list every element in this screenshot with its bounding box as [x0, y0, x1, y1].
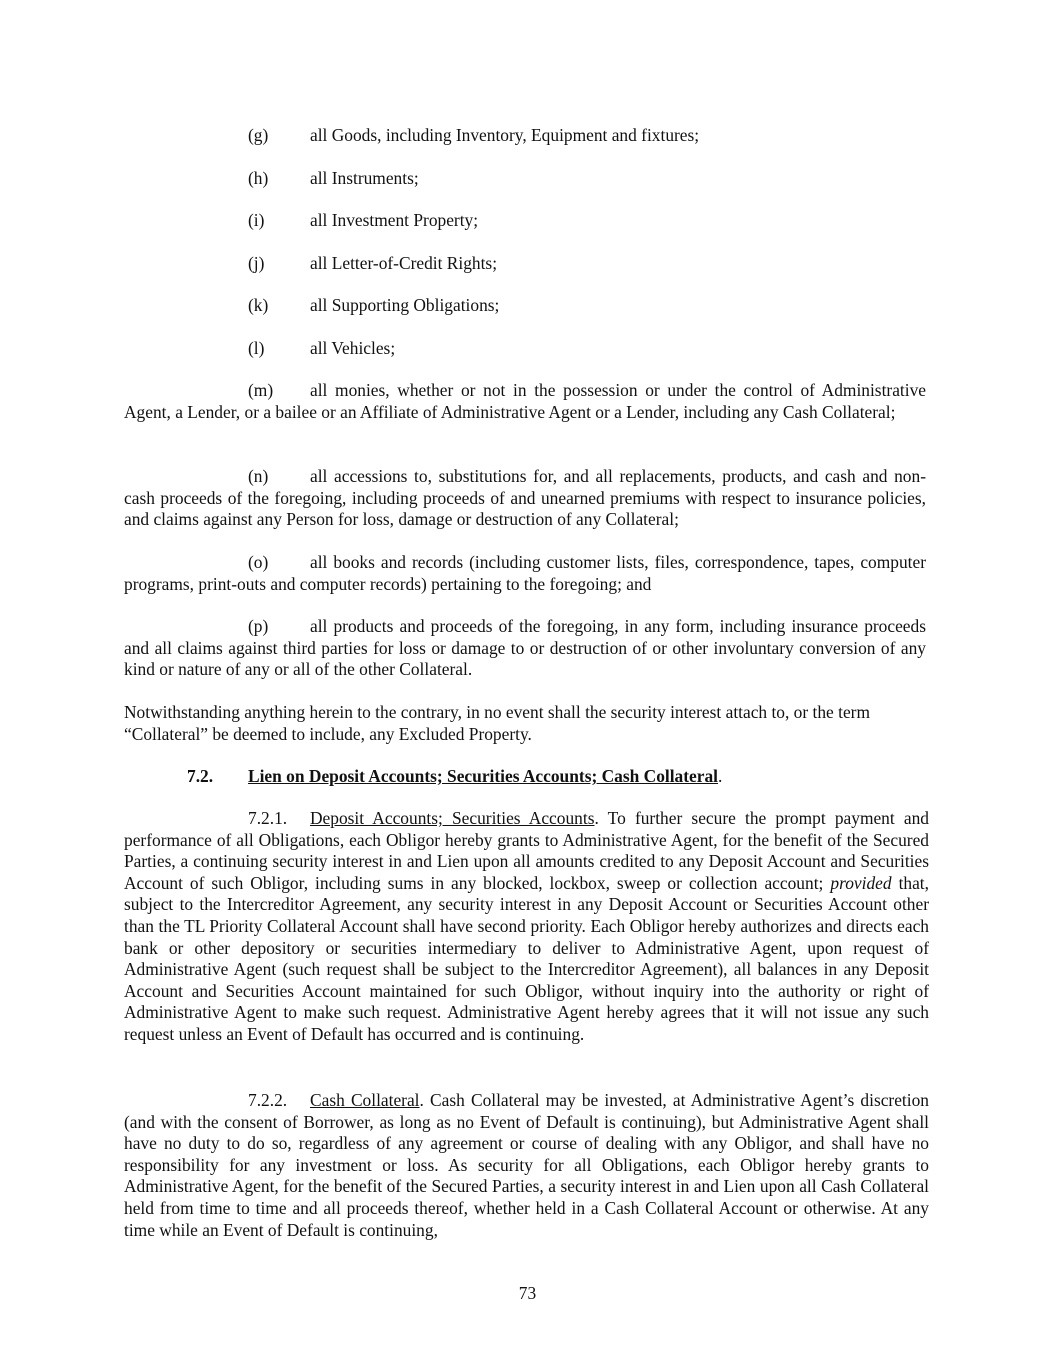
section-title-end: . — [718, 766, 723, 786]
list-item-text: all Goods, including Inventory, Equipment and fixtures; — [310, 125, 700, 145]
subsection-text: . Cash Collateral may be invested, at Administrative Agent’s discretion (and with the consent of Borrower, as long as no Event of Default is continuing), but Administrative Agent shall have no duty to do so, regardless of any agreement or course of dealing with any Obligor, and shall have no responsibility for any investment or loss. As security for all Obligations, each Obligor hereby grants to Administrative Agent, for the benefit of the Secured Parties, a security interest in and Lien upon all Cash Collateral held from time to time and all proceeds thereof, whether held in a Cash Collateral Account or otherwise. At any time while an Event of Default is continuing, — [124, 1090, 929, 1240]
paragraph-n — [124, 466, 926, 531]
list-item-j — [248, 253, 497, 275]
section-7-2-2 — [124, 1090, 929, 1241]
page-number: 73 — [518, 1283, 537, 1303]
paragraph-label: (n) — [248, 466, 269, 486]
paragraph-label: (m) — [248, 380, 274, 400]
subsection-title: Deposit Accounts; Securities Accounts — [310, 808, 595, 828]
list-item-h — [248, 168, 419, 190]
italic-term: provided — [830, 872, 892, 893]
list-item-text: all Investment Property; — [310, 210, 479, 230]
list-item-text: all Supporting Obligations; — [310, 295, 500, 315]
paragraph-text: all products and proceeds of the foregoing, in any form, including insurance proceeds and all claims against third parties for loss or damage to or destruction of or other involuntary conversion of any kind or nature of any or all of the other Collateral. — [124, 616, 926, 680]
paragraph-text: all monies, whether or not in the possession or under the control of Administrative Agent, a Lender, or a bailee or an Affiliate of Administrative Agent or a Lender, including any Cash Collateral; — [124, 380, 926, 422]
list-item-label: (j) — [248, 253, 265, 273]
list-item-label: (i) — [248, 210, 265, 230]
paragraph-label: (o) — [248, 552, 269, 572]
section-number: 7.2. — [187, 766, 214, 786]
subsection-text: . To further secure the prompt payment and performance of all Obligations, each Obligor hereby grants to Administrative Agent, for the benefit of the Secured Parties, a continuing security interest in and Lien upon all amounts credited to any Deposit Account and Securities Account of such Obligor, including sums in any blocked, lockbox, sweep or collection account; — [124, 808, 929, 893]
section-7-2-1 — [124, 808, 929, 1046]
subsection-number: 7.2.2. — [248, 1090, 288, 1110]
paragraph-text: all accessions to, substitutions for, and all replacements, products, and cash and non-cash proceeds of the foregoing, including proceeds of and unearned premiums with respect to insurance policies, and claims against any Person for loss, damage or destruction of any Collateral; — [124, 466, 926, 530]
paragraph-m — [124, 380, 926, 423]
section-heading-7-2 — [187, 766, 722, 788]
list-item-text: all Vehicles; — [310, 338, 396, 358]
section-title: Lien on Deposit Accounts; Securities Accounts; Cash Collateral — [248, 766, 719, 786]
paragraph-text: all books and records (including customer lists, files, correspondence, tapes, computer programs, print-outs and computer records) pertaining to the foregoing; and — [124, 552, 926, 594]
paragraph-o — [124, 552, 926, 595]
list-item-k — [248, 295, 499, 317]
list-item-label: (k) — [248, 295, 269, 315]
list-item-label: (l) — [248, 338, 265, 358]
list-item-text: all Letter-of-Credit Rights; — [310, 253, 498, 273]
list-item-g — [248, 125, 699, 147]
list-item-text: all Instruments; — [310, 168, 419, 188]
notwithstanding-paragraph: Notwithstanding anything herein to the contrary, in no event shall the security interest attach to, or the term “Collateral” be deemed to include, any Excluded Property. — [124, 702, 870, 744]
subsection-number: 7.2.1. — [248, 808, 288, 828]
list-item-i — [248, 210, 478, 232]
subsection-text-cont: that, subject to the Intercreditor Agreement, any security interest in any Deposit Account or Securities Account other than the TL Priority Collateral Account shall have second priority. Each Obligor hereby authorizes and directs each bank or other depository or securities intermediary to deliver to Administrative Agent, upon request of Administrative Agent (such request shall be subject to the Intercreditor Agreement), all balances in any Deposit Account and Securities Account maintained for such Obligor, without inquiry into the authority or right of Administrative Agent to make such request. Administrative Agent hereby agrees that it will not issue any such request unless an Event of Default has occurred and is continuing. — [124, 872, 929, 1044]
list-item-label: (g) — [248, 125, 269, 145]
list-item-l — [248, 338, 395, 360]
paragraph-p — [124, 616, 926, 681]
paragraph-label: (p) — [248, 616, 269, 636]
subsection-title: Cash Collateral — [310, 1090, 420, 1110]
list-item-label: (h) — [248, 168, 269, 188]
